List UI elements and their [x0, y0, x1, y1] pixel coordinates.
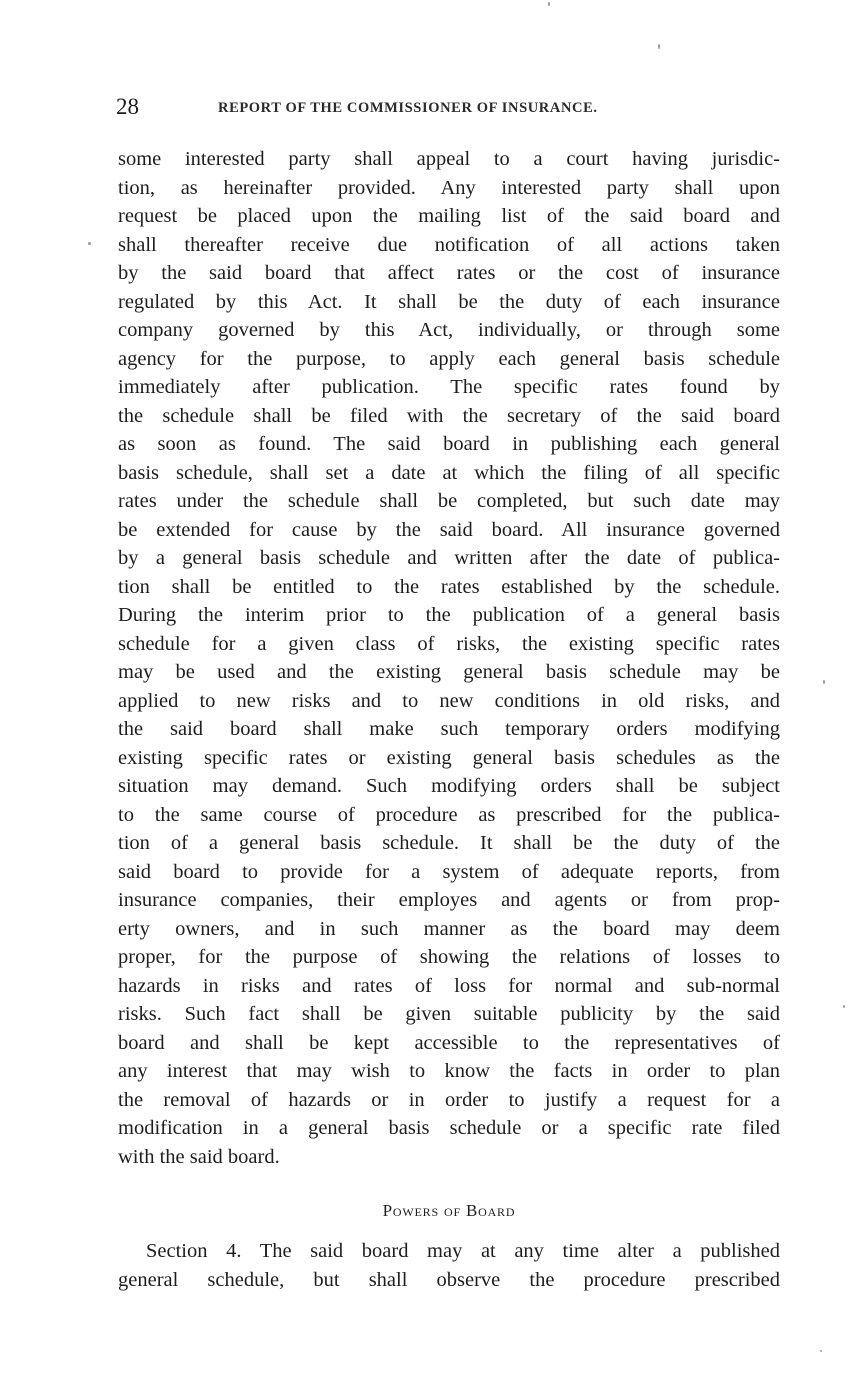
text-line: During the interim prior to the publication of a general basis — [118, 604, 780, 626]
text-line: proper, for the purpose of showing the relations of losses to — [118, 946, 780, 968]
text-line: insurance companies, their employes and agents or from prop- — [118, 889, 780, 911]
text-line: tion, as hereinafter provided. Any interested party shall upon — [118, 176, 780, 199]
text-line: erty owners, and in such manner as the board may deem — [118, 917, 780, 940]
page-number: 28 — [116, 94, 139, 119]
scan-speck — [658, 44, 660, 49]
text-line: situation may demand. Such modifying orders shall be subject — [118, 775, 780, 797]
text-line: tion of a general basis schedule. It shall be the duty of the — [118, 832, 780, 854]
text-line: any interest that may wish to know the facts in order to plan — [118, 1060, 780, 1082]
section-paragraph — [118, 1237, 780, 1294]
text-line: the said board shall make such temporary orders modifying — [118, 718, 780, 740]
text-line: applied to new risks and to new conditions in old risks, and — [118, 689, 780, 712]
text-line: immediately after publication. The specific rates found by — [118, 376, 780, 398]
text-line: be extended for cause by the said board. All insurance governed — [118, 518, 780, 541]
text-line: Section 4. The said board may at any time alter a published — [146, 1240, 780, 1262]
text-line: agency for the purpose, to apply each general basis schedule — [118, 347, 780, 370]
scan-speck — [843, 1005, 845, 1008]
text-line: hazards in risks and rates of loss for normal and sub-normal — [118, 974, 780, 997]
scan-speck — [548, 2, 550, 6]
text-line: basis schedule, shall set a date at which the filing of all specific — [118, 461, 780, 484]
text-line: some interested party shall appeal to a court having jurisdic- — [118, 148, 780, 170]
scan-speck — [820, 1350, 822, 1352]
text-line: company governed by this Act, individually, or through some — [118, 319, 780, 341]
text-line: by the said board that affect rates or the cost of insurance — [118, 262, 780, 284]
text-line: existing specific rates or existing general basis schedules as the — [118, 746, 780, 769]
text-line: with the said board. — [118, 1145, 280, 1168]
text-line: by a general basis schedule and written after the date of publica- — [118, 547, 780, 569]
text-line: risks. Such fact shall be given suitable publicity by the said — [118, 1003, 780, 1025]
text-line: the schedule shall be filed with the secretary of the said board — [118, 404, 780, 427]
text-line: request be placed upon the mailing list of the said board and — [118, 205, 780, 227]
text-line: shall thereafter receive due notification of all actions taken — [118, 233, 780, 256]
text-line: the removal of hazards or in order to justify a request for a — [118, 1088, 780, 1111]
header-title: REPORT OF THE COMMISSIONER OF INSURANCE. — [218, 100, 598, 116]
text-line: rates under the schedule shall be completed, but such date may — [118, 490, 780, 512]
text-line: general schedule, but shall observe the procedure prescribed — [118, 1268, 780, 1291]
body-paragraph — [118, 145, 780, 1171]
text-line: regulated by this Act. It shall be the duty of each insurance — [118, 290, 780, 313]
scan-speck — [823, 680, 825, 684]
scan-speck — [88, 242, 91, 245]
running-header — [116, 92, 780, 122]
text-line: tion shall be entitled to the rates established by the schedule. — [118, 575, 780, 598]
section-heading: Powers of Board — [382, 1201, 516, 1220]
text-line: to the same course of procedure as prescribed for the publica- — [118, 803, 780, 826]
text-line: board and shall be kept accessible to the representatives of — [118, 1031, 780, 1054]
text-line: said board to provide for a system of adequate reports, from — [118, 860, 780, 883]
text-line: modification in a general basis schedule or a specific rate filed — [118, 1117, 780, 1139]
text-line: schedule for a given class of risks, the existing specific rates — [118, 632, 780, 655]
text-line: as soon as found. The said board in publishing each general — [118, 433, 780, 455]
text-line: may be used and the existing general basis schedule may be — [118, 661, 780, 683]
